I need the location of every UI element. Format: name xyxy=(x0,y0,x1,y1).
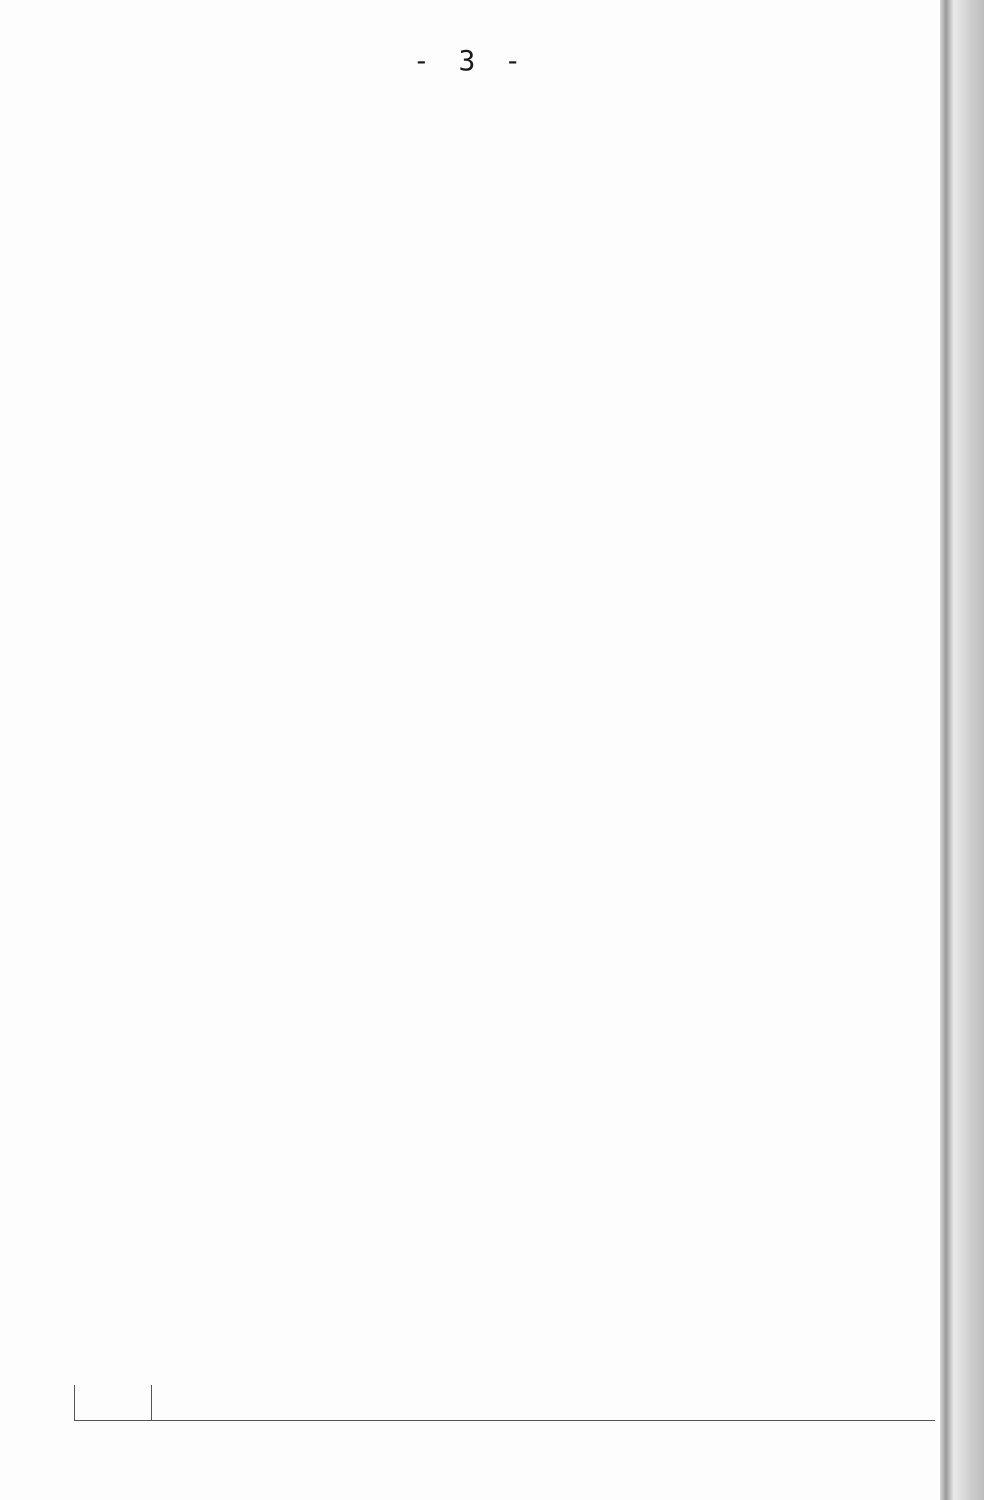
text-line xyxy=(0,157,940,196)
page-number: - 3 - xyxy=(412,44,528,77)
text-line xyxy=(0,970,940,1009)
text-line xyxy=(0,273,940,312)
text-line xyxy=(0,1086,940,1125)
text-line xyxy=(0,1125,940,1164)
text-line xyxy=(0,119,940,158)
text-line xyxy=(0,80,940,119)
page-binding-edge xyxy=(940,0,984,1500)
typed-text-body xyxy=(0,80,940,1357)
text-line xyxy=(0,312,940,351)
text-line xyxy=(0,1202,940,1241)
text-line xyxy=(0,1279,940,1318)
text-line xyxy=(0,467,940,506)
text-line xyxy=(0,776,940,815)
text-line xyxy=(0,738,940,777)
text-line xyxy=(0,660,940,699)
text-line xyxy=(0,506,940,545)
text-line xyxy=(0,931,940,970)
text-line xyxy=(0,1163,940,1202)
text-line xyxy=(0,622,940,661)
text-line xyxy=(0,544,940,583)
text-line xyxy=(0,1047,940,1086)
footer-divider xyxy=(151,1385,152,1420)
text-line xyxy=(0,1318,940,1357)
text-line xyxy=(0,854,940,893)
text-line xyxy=(0,699,940,738)
text-line xyxy=(0,1009,940,1048)
footer-rule-box xyxy=(74,1385,935,1421)
text-line xyxy=(0,583,940,622)
text-line xyxy=(0,390,940,429)
text-line xyxy=(0,235,940,274)
text-line xyxy=(0,1241,940,1280)
text-line xyxy=(0,351,940,390)
text-line xyxy=(0,892,940,931)
text-line xyxy=(0,815,940,854)
text-line xyxy=(0,196,940,235)
text-line xyxy=(0,428,940,467)
